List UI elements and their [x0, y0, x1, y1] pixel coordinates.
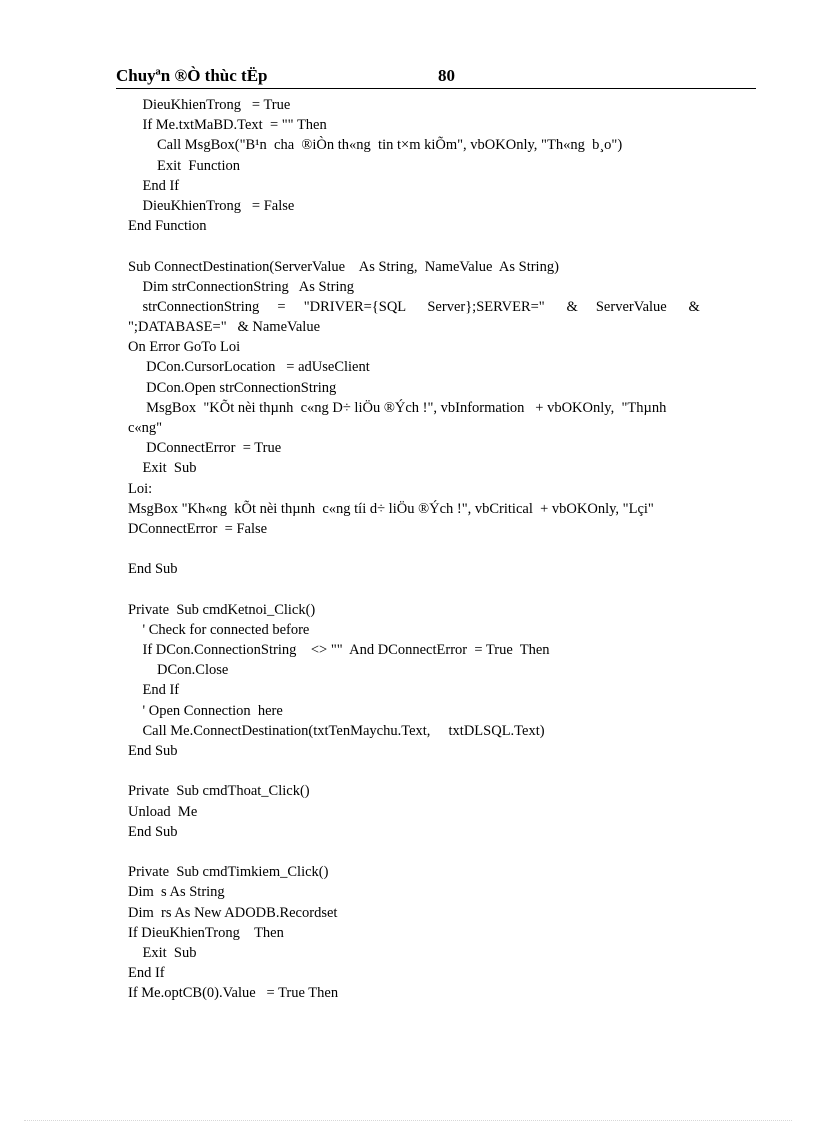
- code-line: On Error GoTo Loi: [128, 339, 241, 356]
- code-line: DCon.Open strConnectionString: [128, 379, 337, 396]
- code-line: Unload Me: [128, 803, 198, 820]
- code-line: Private Sub cmdThoat_Click(): [128, 783, 310, 800]
- code-line: ' Check for connected before: [128, 621, 310, 638]
- code-line: If DCon.ConnectionString <> "" And DConnectError = True Then: [128, 642, 550, 659]
- code-line: Sub ConnectDestination(ServerValue As String, NameValue As String): [128, 258, 559, 275]
- code-line: [128, 580, 758, 600]
- code-line: Call Me.ConnectDestination(txtTenMaychu.Text, txtDLSQL.Text): [128, 722, 545, 739]
- code-line: Call MsgBox("B¹n cha ®iÒn th«ng tin t×m kiÕm", vbOKOnly, "Th«ng b¸o"): [128, 137, 623, 154]
- code-line: DConnectError = True: [128, 440, 282, 457]
- code-line: If DieuKhienTrong Then: [128, 924, 284, 941]
- code-line: End If: [128, 177, 180, 194]
- code-line: DConnectError = False: [128, 520, 268, 537]
- code-line: End Sub: [128, 823, 178, 840]
- page-number: 80: [438, 66, 455, 85]
- code-line: DieuKhienTrong = True: [128, 97, 291, 113]
- code-line: Exit Function: [128, 157, 240, 174]
- code-line: End Sub: [128, 743, 178, 759]
- code-line: c«ng": [128, 420, 163, 436]
- code-listing: [128, 95, 758, 1003]
- code-line: [128, 539, 758, 559]
- code-line: Dim strConnectionString As String: [128, 278, 354, 295]
- code-line: [128, 761, 758, 781]
- code-line: DCon.Close: [128, 662, 229, 679]
- code-line: DCon.CursorLocation = adUseClient: [128, 359, 370, 376]
- code-line: End If: [128, 682, 180, 699]
- code-line: Dim s As String: [128, 884, 225, 901]
- code-line: Loi:: [128, 480, 153, 497]
- code-line: Private Sub cmdKetnoi_Click(): [128, 601, 316, 618]
- code-line: [128, 842, 758, 862]
- code-line: ' Open Connection here: [128, 702, 283, 719]
- code-line: End If: [128, 965, 165, 982]
- code-line: DieuKhienTrong = False: [128, 197, 295, 214]
- code-line: MsgBox "Kh«ng kÕt nèi thµnh c«ng tíi d÷ liÖu ®Ých !", vbCritical + vbOKOnly, "Lçi": [128, 500, 654, 517]
- code-line: strConnectionString = "DRIVER={SQL Server};SERVER=" & ServerValue &: [128, 298, 700, 315]
- code-line: Exit Sub: [128, 460, 197, 477]
- header-title: Chuyªn ®Ò thùc tËp: [116, 66, 268, 85]
- code-line: [128, 236, 758, 256]
- code-line: ";DATABASE=" & NameValue: [128, 319, 321, 336]
- code-line: End Sub: [128, 561, 178, 578]
- page-header: [116, 64, 756, 89]
- code-line: Dim rs As New ADODB.Recordset: [128, 904, 338, 921]
- code-line: If Me.optCB(0).Value = True Then: [128, 985, 339, 1002]
- code-line: Private Sub cmdTimkiem_Click(): [128, 864, 329, 881]
- code-line: Exit Sub: [128, 944, 197, 961]
- code-line: If Me.txtMaBD.Text = "" Then: [128, 117, 327, 134]
- page-bottom-rule: [24, 1120, 792, 1121]
- code-line: End Function: [128, 218, 207, 235]
- code-line: MsgBox "KÕt nèi thµnh c«ng D÷ liÖu ®Ých !", vbInformation + vbOKOnly, "Thµnh: [128, 399, 667, 416]
